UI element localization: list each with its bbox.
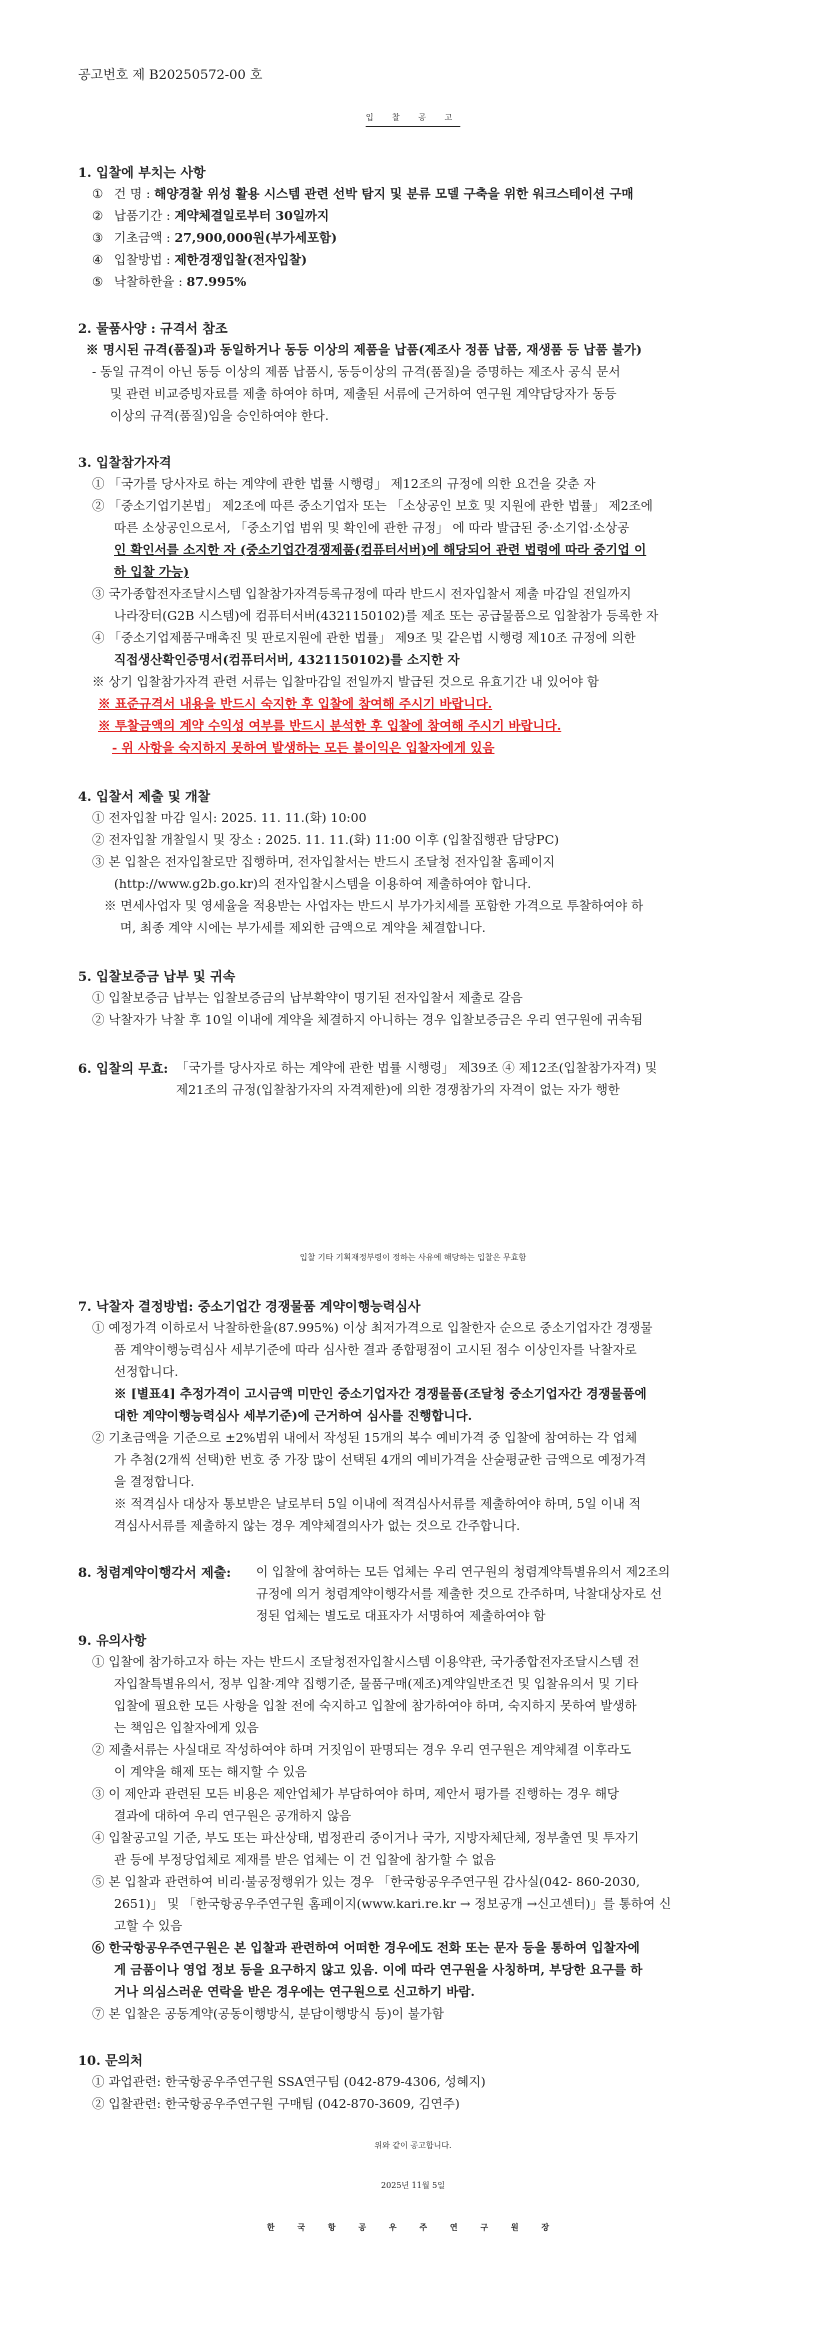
section-9-line: ⑥ 한국항공우주연구원은 본 입찰과 관련하여 어떠한 경우에도 전화 또는 문자 등을 통하여 입찰자에 <box>92 1940 640 1955</box>
section-7-line: ② 기초금액을 기준으로 ±2%범위 내에서 작성된 15개의 복수 예비가격 중 입찰에 참여하는 각 업체 <box>92 1430 638 1445</box>
section-4-line: ② 전자입찰 개찰일시 및 장소 : 2025. 11. 11.(화) 11:00 이후 (입찰집행관 담당PC) <box>92 832 560 847</box>
section-7-line: 대한 계약이행능력심사 세부기준)에 근거하여 심사를 진행합니다. <box>114 1408 473 1423</box>
section-4-line: ③ 본 입찰은 전자입찰로만 집행하며, 전자입찰서는 반드시 조달청 전자입찰 홈페이지 <box>92 854 555 869</box>
section-4-line: 며, 최종 계약 시에는 부가세를 제외한 금액으로 계약을 체결합니다. <box>120 920 486 935</box>
section-7-line: ※ [별표4] 추정가격이 고시금액 미만인 중소기업자간 경쟁물품(조달청 중소기업자간 경쟁물품에 <box>114 1386 647 1401</box>
section-5-heading: 5. 입찰보증금 납부 및 귀속 <box>78 970 236 985</box>
section-3-line: ① 「국가를 당사자로 하는 계약에 관한 법률 시행령」 제12조의 규정에 의한 요건을 갖춘 자 <box>92 476 596 491</box>
section-3-line: 나라장터(G2B 시스템)에 컴퓨터서버(4321150102)를 제조 또는 공급물품으로 입찰참가 등록한 자 <box>114 608 659 623</box>
section-7-line: 품 계약이행능력심사 세부기준에 따라 심사한 결과 종합평점이 고시된 점수 이상인자를 낙찰자로 <box>114 1342 637 1357</box>
section-1-item: ② 납품기간 : 계약체결일로부터 30일까지 <box>92 208 330 223</box>
section-4-line: ① 전자입찰 마감 일시: 2025. 11. 11.(화) 10:00 <box>92 810 367 825</box>
section-1-heading: 1. 입찰에 부치는 사항 <box>78 166 206 181</box>
section-7-line: ① 예정가격 이하로서 낙찰하한율(87.995%) 이상 최저가격으로 입찰한자 순으로 중소기업자간 경쟁물 <box>92 1320 653 1335</box>
organization-name: 한 국 항 공 우 주 연 구 원 장 <box>266 2222 560 2232</box>
section-3-line: 직접생산확인증명서(컴퓨터서버, 4321150102)를 소지한 자 <box>114 652 460 667</box>
section-5-line: ① 입찰보증금 납부는 입찰보증금의 납부확약이 명기된 전자입찰서 제출로 갈음 <box>92 990 523 1005</box>
section-9-line: ③ 이 제안과 관련된 모든 비용은 제안업체가 부담하여야 하며, 제안서 평가를 진행하는 경우 해당 <box>92 1786 619 1801</box>
section-9-line: 고할 수 있음 <box>114 1918 183 1933</box>
section-1-item: ① 건 명 : 해양경찰 위성 활용 시스템 관련 선박 탐지 및 분류 모델 구축을 위한 워크스테이션 구매 <box>92 186 634 201</box>
section-1-item: ③ 기초금액 : 27,900,000원(부가세포함) <box>92 230 338 245</box>
section-3-line: 따른 소상공인으로서, 「중소기업 범위 및 확인에 관한 규정」 에 따라 발급된 중·소기업·소상공 <box>114 520 630 535</box>
section-6-heading: 6. 입찰의 무효: <box>78 1062 169 1077</box>
section-7-heading: 7. 낙찰자 결정방법: 중소기업간 경쟁물품 계약이행능력심사 <box>78 1300 421 1315</box>
section-4-line: ※ 면세사업자 및 영세율을 적용받는 사업자는 반드시 부가가치세를 포함한 가격으로 투찰하여야 하 <box>104 898 644 913</box>
section-10-heading: 10. 문의처 <box>78 2054 143 2069</box>
section-2-line: - 동일 규격이 아닌 동등 이상의 제품 납품시, 동등이상의 규격(품질)을 증명하는 제조사 공식 문서 <box>92 364 621 379</box>
section-6-line: 「국가를 당사자로 하는 계약에 관한 법률 시행령」 제39조 ④ 제12조(입찰참가자격) 및 <box>176 1060 658 1075</box>
section-2-line: 이상의 규격(품질)임을 승인하여야 한다. <box>110 408 329 423</box>
section-1-item: ④ 입찰방법 : 제한경쟁입찰(전자입찰) <box>92 252 308 267</box>
section-9-line: 결과에 대하여 우리 연구원은 공개하지 않음 <box>114 1808 352 1823</box>
section-9-line: ⑦ 본 입찰은 공동계약(공동이행방식, 분담이행방식 등)이 불가함 <box>92 2006 444 2021</box>
section-3-line: 하 입찰 가능) <box>114 564 189 579</box>
section-9-line: 자입찰특별유의서, 정부 입찰·계약 집행기준, 물품구매(제조)계약일반조건 및 입찰유의서 및 기타 <box>114 1676 639 1691</box>
section-4-heading: 4. 입찰서 제출 및 개찰 <box>78 790 211 805</box>
section-2-line: ※ 명시된 규격(품질)과 동일하거나 동등 이상의 제품을 납품(제조사 정품 납품, 재생품 등 납품 불가) <box>86 342 642 357</box>
section-9-heading: 9. 유의사항 <box>78 1634 147 1649</box>
section-8-line: 규정에 의거 청렴계약이행각서를 제출한 것으로 간주하며, 낙찰대상자로 선 <box>256 1586 663 1601</box>
section-3-line: ※ 상기 입찰참가자격 관련 서류는 입찰마감일 전일까지 발급된 것으로 유효기간 내 있어야 함 <box>92 674 599 689</box>
section-3-line: ④ 「중소기업제품구매촉진 및 판로지원에 관한 법률」 제9조 및 같은법 시행령 제10조 규정에 의한 <box>92 630 636 645</box>
notice-date: 2025년 11월 5일 <box>381 2181 445 2190</box>
section-8-line: 정된 업체는 별도로 대표자가 서명하여 제출하여야 함 <box>256 1608 546 1623</box>
section-7-line: 선정합니다. <box>114 1364 179 1379</box>
section-3-line: ② 「중소기업기본법」 제2조에 따른 중소기업자 또는 「소상공인 보호 및 지원에 관한 법률」 제2조에 <box>92 498 653 513</box>
section-9-line: 입찰에 필요한 모든 사항을 입찰 전에 숙지하고 입찰에 참가하여야 하며, 숙지하지 못하여 발생하 <box>114 1698 637 1713</box>
section-5-line: ② 낙찰자가 낙찰 후 10일 이내에 계약을 체결하지 아니하는 경우 입찰보증금은 우리 연구원에 귀속됨 <box>92 1012 643 1027</box>
contact-line: ① 과업관련: 한국항공우주연구원 SSA연구팀 (042-879-4306, 성혜지) <box>92 2074 486 2089</box>
section-6-line: 입찰 기타 기획재정부령이 정하는 사유에 해당하는 입찰은 무효함 <box>299 1253 527 1262</box>
section-3-warning: ※ 표준규격서 내용을 반드시 숙지한 후 입찰에 참여해 주시기 바랍니다. <box>98 696 493 711</box>
section-9-line: 이 계약을 해제 또는 해지할 수 있음 <box>114 1764 307 1779</box>
section-9-line: 거나 의심스러운 연락을 받은 경우에는 연구원으로 신고하기 바람. <box>114 1984 475 1999</box>
closing-text: 위와 같이 공고합니다. <box>374 2141 452 2150</box>
section-9-line: ② 제출서류는 사실대로 작성하여야 하며 거짓임이 판명되는 경우 우리 연구원은 계약체결 이후라도 <box>92 1742 632 1757</box>
section-9-line: 관 등에 부정당업체로 제재를 받은 업체는 이 건 입찰에 참가할 수 없음 <box>114 1852 496 1867</box>
section-7-line: 가 추첨(2개씩 선택)한 번호 중 가장 많이 선택된 4개의 예비가격을 산술평균한 금액으로 예정가격 <box>114 1452 647 1467</box>
section-7-line: ※ 적격심사 대상자 통보받은 날로부터 5일 이내에 적격심사서류를 제출하여야 하며, 5일 이내 적 <box>114 1496 641 1511</box>
section-2-line: 및 관련 비교증빙자료를 제출 하여야 하며, 제출된 서류에 근거하여 연구원 계약담당자가 동등 <box>110 386 617 401</box>
section-3-heading: 3. 입찰참가자격 <box>78 456 172 471</box>
section-7-line: 격심사서류를 제출하지 않는 경우 계약체결의사가 없는 것으로 간주합니다. <box>114 1518 521 1533</box>
page-title: 입 찰 공 고 <box>365 113 461 122</box>
section-4-line: (http://www.g2b.go.kr)의 전자입찰시스템을 이용하여 제출하여야 합니다. <box>114 876 532 891</box>
section-1-item: ⑤ 낙찰하한율 : 87.995% <box>92 274 247 289</box>
section-8-heading: 8. 청렴계약이행각서 제출: <box>78 1566 232 1581</box>
section-9-line: ① 입찰에 참가하고자 하는 자는 반드시 조달청전자입찰시스템 이용약관, 국가종합전자조달시스템 전 <box>92 1654 640 1669</box>
section-9-line: ④ 입찰공고일 기준, 부도 또는 파산상태, 법정관리 중이거나 국가, 지방자체단체, 정부출연 및 투자기 <box>92 1830 640 1845</box>
section-3-line: 인 확인서를 소지한 자 (중소기업간경쟁제품(컴퓨터서버)에 해당되어 관련 법령에 따라 중기업 이 <box>114 542 647 557</box>
notice-number: 공고번호 제 B20250572-00 호 <box>78 68 263 83</box>
section-9-line: 2651)」 및 「한국항공우주연구원 홈페이지(www.kari.re.kr → 정보공개 →신고센터)」를 통하여 신 <box>114 1896 672 1911</box>
section-6-line: 제21조의 규정(입찰참가자의 자격제한)에 의한 경쟁참가의 자격이 없는 자가 행한 <box>176 1082 620 1097</box>
section-3-warning: ※ 투찰금액의 계약 수익성 여부를 반드시 분석한 후 입찰에 참여해 주시기 바랍니다. <box>98 718 562 733</box>
section-9-line: 는 책임은 입찰자에게 있음 <box>114 1720 259 1735</box>
contact-line: ② 입찰관련: 한국항공우주연구원 구매팀 (042-870-3609, 김연주) <box>92 2096 460 2111</box>
section-3-warning: - 위 사항을 숙지하지 못하여 발생하는 모든 불이익은 입찰자에게 있음 <box>112 740 495 755</box>
section-3-line: ③ 국가종합전자조달시스템 입찰참가자격등록규정에 따라 반드시 전자입찰서 제출 마감일 전일까지 <box>92 586 632 601</box>
section-9-line: ⑤ 본 입찰과 관련하여 비리·불공정행위가 있는 경우 「한국항공우주연구원 감사실(042- 860-2030, <box>92 1874 640 1889</box>
section-8-line: 이 입찰에 참여하는 모든 업체는 우리 연구원의 청렴계약특별유의서 제2조의 <box>256 1564 671 1579</box>
section-9-line: 게 금품이나 영업 정보 등을 요구하지 않고 있음. 이에 따라 연구원을 사칭하며, 부당한 요구를 하 <box>114 1962 643 1977</box>
section-2-heading: 2. 물품사양 : 규격서 참조 <box>78 322 228 337</box>
section-7-line: 을 결정합니다. <box>114 1474 195 1489</box>
